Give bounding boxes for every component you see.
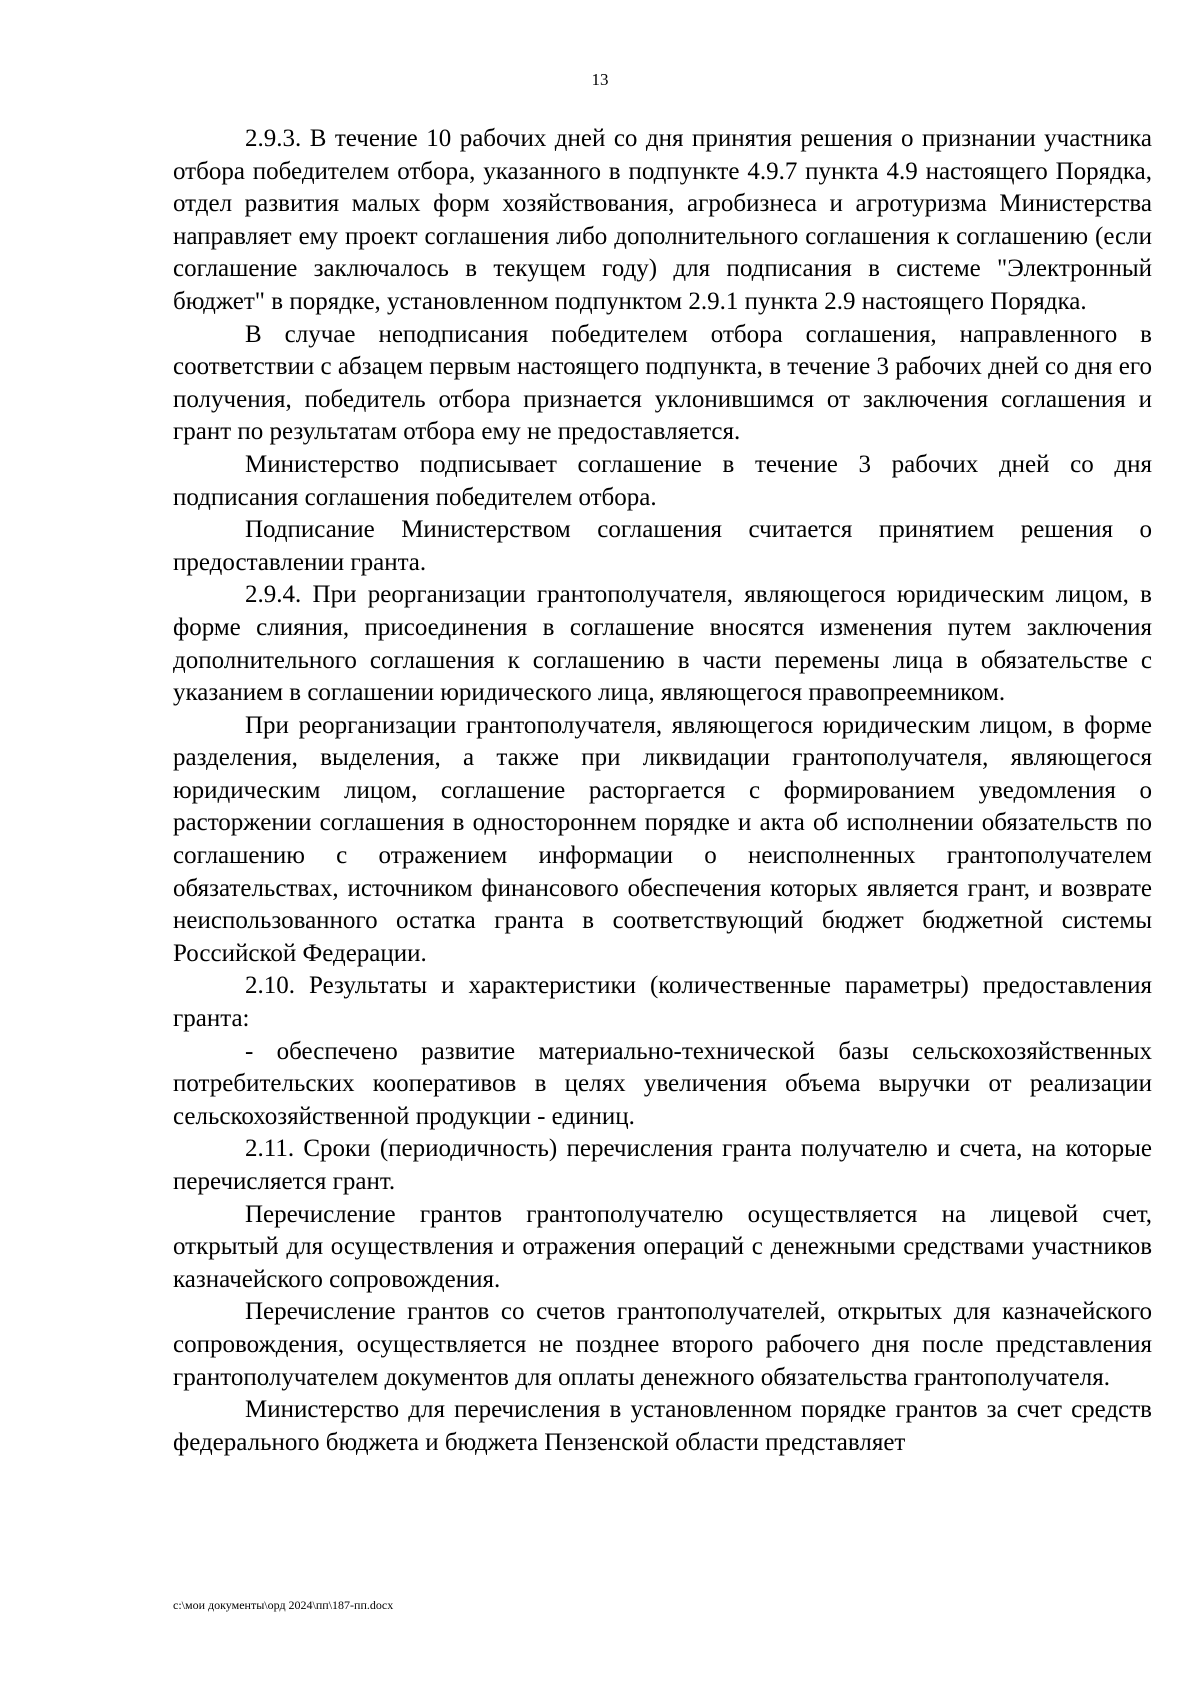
paragraph-non-signing: В случае неподписания победителем отбора соглашения, направленного в соответствии с абзацем первым настоящего подпункта, в течение 3 рабочих дней со дня его получения, победитель отбора признается уклонившимся от заключения соглашения и грант по результатам отбора ему не предоставляется. (173, 320, 1152, 446)
paragraph-2-10: 2.10. Результаты и характеристики (количественные параметры) предоставления гранта: (173, 972, 1152, 1033)
paragraph-transfer-account: Перечисление грантов грантополучателю осуществляется на лицевой счет, открытый для осуществления и отражения операций с денежными средствами участников казначейского сопровождения. (173, 1200, 1152, 1293)
paragraph-2-11: 2.11. Сроки (периодичность) перечисления гранта получателю и счета, на которые перечисляется грант. (173, 1135, 1152, 1195)
paragraph-result-item: - обеспечено развитие материально-технической базы сельскохозяйственных потребительских кооперативов в целях увеличения объема выручки от реализации сельскохозяйственной продукции - единиц. (173, 1037, 1152, 1130)
paragraph-ministry-signs: Министерство подписывает соглашение в течение 3 рабочих дней со дня подписания соглашения победителем отбора. (173, 450, 1152, 511)
document-body (173, 123, 1152, 1459)
paragraph-signing-decision: Подписание Министерством соглашения считается принятием решения о предоставлении гранта. (173, 516, 1152, 576)
footer-file-path: c:\мои документы\орд 2024\пп\187-пп.docx (173, 1598, 394, 1612)
paragraph-2-9-4: 2.9.4. При реорганизации грантополучателя, являющегося юридическим лицом, в форме слияния, присоединения в соглашение вносятся изменения путем заключения дополнительного соглашения к соглашению в части перемены лица в обязательстве с указанием в соглашении юридического лица, являющегося правопреемником. (173, 581, 1152, 707)
paragraph-2-9-3: 2.9.3. В течение 10 рабочих дней со дня принятия решения о признании участника отбора победителем отбора, указанного в подпункте 4.9.7 пункта 4.9 настоящего Порядка, отдел развития малых форм хозяйствования, агробизнеса и агротуризма Министерства направляет ему проект соглашения либо дополнительного соглашения к соглашению (если соглашение заключалось в текущем году) для подписания в системе "Электронный бюджет" в порядке, установленном подпунктом 2.9.1 пункта 2.9 настоящего Порядка. (173, 125, 1152, 315)
paragraph-transfer-timing: Перечисление грантов со счетов грантополучателей, открытых для казначейского сопровождения, осуществляется не позднее второго рабочего дня после представления грантополучателем документов для оплаты денежного обязательства грантополучателя. (173, 1298, 1152, 1391)
page-number: 13 (591, 70, 609, 89)
paragraph-reorganization: При реорганизации грантополучателя, являющегося юридическим лицом, в форме разделения, выделения, а также при ликвидации грантополучателя, являющегося юридическим лицом, соглашение расторгается с формированием уведомления о расторжении соглашения в одностороннем порядке и акта об исполнении обязательств по соглашению с отражением информации о неисполненных грантополучателем обязательствах, источником финансового обеспечения которых является грант, и возврате неиспользованного остатка гранта в соответствующий бюджет бюджетной системы Российской Федерации. (173, 711, 1152, 967)
paragraph-ministry-transfer: Министерство для перечисления в установленном порядке грантов за счет средств федерального бюджета и бюджета Пензенской области представляет (173, 1396, 1152, 1456)
